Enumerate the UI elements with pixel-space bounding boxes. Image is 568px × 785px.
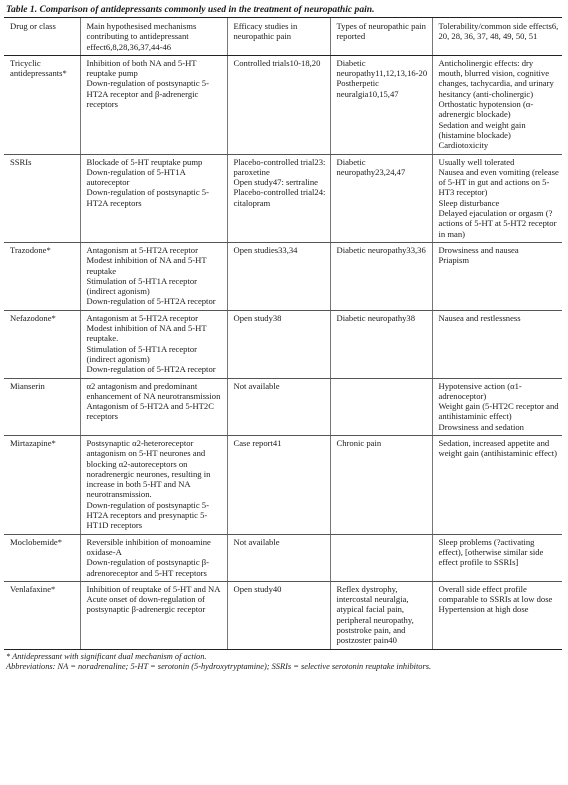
tolerability-line: Drowsiness and sedation [438,421,524,432]
cell-tolerability [432,154,562,242]
cell-mechanisms [80,581,227,649]
tolerability-line: Weight gain (5-HT2C receptor and antihistaminic effect) [438,401,559,422]
cell-drug: Mirtazapine* [4,435,80,534]
cell-drug: Tricyclic antidepressants* [4,55,80,154]
mechanisms-line: Acute onset of down-regulation of postsynaptic β-adrenergic receptor [86,594,206,615]
cell-types [330,242,432,310]
efficacy-line: Placebo-controlled trial23: paroxetine [233,156,326,177]
header-drug: Drug or class [4,18,80,56]
tolerability-line: Drowsiness and nausea [438,244,519,255]
cell-efficacy [227,435,330,534]
cell-mechanisms [80,310,227,378]
table-row [4,534,562,581]
mechanisms-line: Blockade of 5-HT reuptake pump [86,156,203,167]
cell-tolerability [432,310,562,378]
mechanisms-line: Stimulation of 5-HT1A receptor (indirect agonism) [86,275,198,297]
types-line: Chronic pain [336,437,382,448]
cell-efficacy [227,534,330,581]
document-page [4,3,564,673]
tolerability-line: Sedation and weight gain (histamine blockade) [438,119,526,140]
cell-drug: SSRIs [4,154,80,242]
cell-types [330,435,432,534]
mechanisms-line: Down-regulation of 5-HT1A autoreceptor [86,166,186,188]
cell-drug: Trazodone* [4,242,80,310]
types-line: Postherpetic neuralgia10,15,47 [336,78,399,99]
mechanisms-line: Modest inhibition of NA and 5-HT reuptake. [86,323,207,344]
mechanisms-line: Stimulation of 5-HT1A receptor (indirect agonism) [86,343,198,364]
mechanisms-line: Down-regulation of 5-HT2A receptor [86,364,216,375]
mechanisms-line: Down-regulation of postsynaptic 5-HT2A receptors and presynaptic 5-HT1D receptors [86,499,209,531]
cell-mechanisms [80,242,227,310]
efficacy-line: Placebo-controlled trial24: citalopram [233,187,326,208]
tolerability-line: Nausea and even vomiting (release of 5-HT in gut and actions on 5-HT3 receptor) [438,166,559,198]
types-line: Diabetic neuropathy38 [336,312,416,323]
mechanisms-line: Down-regulation of postsynaptic β-adrenoreceptor and 5-HT receptors [86,557,210,578]
tolerability-line: Cardiotoxicity [438,140,489,151]
table-row [4,581,562,649]
table-row [4,154,562,242]
tolerability-line: Sleep problems (?activating effect), [otherwise similar side effect profile to SSRIs] [438,536,544,568]
cell-tolerability [432,435,562,534]
cell-types [330,310,432,378]
tolerability-line: Sleep disturbance [438,197,500,208]
efficacy-line: Open study40 [233,583,282,594]
mechanisms-line: α2 antagonism and predominant enhancement of NA neurotransmission [86,380,221,401]
mechanisms-line: Down-regulation of postsynaptic 5-HT2A receptors [86,187,209,208]
cell-types [330,378,432,435]
cell-tolerability [432,581,562,649]
types-line: Reflex dystrophy, intercostal neuralgia, atypical facial pain, peripheral neuropathy, poststroke pain, and postzoster pain40 [336,583,414,646]
cell-drug: Nefazodone* [4,310,80,378]
mechanisms-line: Reversible inhibition of monoamine oxidase-A [86,536,211,557]
cell-mechanisms [80,435,227,534]
cell-types [330,154,432,242]
mechanisms-line: Inhibition of reuptake of 5-HT and NA [86,583,221,594]
table-caption: Table 1. Comparison of antidepressants commonly used in the treatment of neuropathic pain. [6,4,375,15]
cell-efficacy [227,242,330,310]
efficacy-line: Open study47: sertraline [233,177,318,188]
abbreviations: Abbreviations: NA = noradrenaline; 5-HT = serotonin (5-hydroxytryptamine); SSRIs = selective serotonin reuptake inhibitors. [6,662,432,672]
tolerability-line: Overall side effect profile comparable to SSRIs at low dose [438,583,553,605]
efficacy-line: Not available [233,380,280,391]
mechanisms-line: Postsynaptic α2-heteroreceptor antagonism on 5-HT neurones and blocking α2-autoreceptors on noradrenergic neurones, resulting in increase in both 5-HT and NA neurotransmission. [86,437,211,500]
tolerability-line: Anticholinergic effects: dry mouth, blurred vision, cognitive changes, tachycardia, and urinary hesitancy (anti-cholinergic) [438,57,554,99]
mechanisms-line: Down-regulation of 5-HT2A receptor [86,296,216,307]
header-tolerability: Tolerability/common side effects6, 20, 28, 36, 37, 48, 49, 50, 51 [432,18,562,56]
cell-types [330,581,432,649]
cell-tolerability [432,242,562,310]
cell-efficacy [227,55,330,154]
cell-tolerability [432,534,562,581]
cell-efficacy [227,581,330,649]
table-row [4,242,562,310]
table-header-row [4,18,562,56]
cell-mechanisms [80,154,227,242]
efficacy-line: Open study38 [233,312,282,323]
mechanisms-line: Antagonism at 5-HT2A receptor [86,244,198,255]
types-line: Diabetic neuropathy11,12,13,16-20 [336,57,428,79]
table-notes [4,652,564,673]
mechanisms-line: Modest inhibition of NA and 5-HT reuptake [86,255,207,276]
types-line: Diabetic neuropathy33,36 [336,244,426,255]
cell-tolerability [432,378,562,435]
cell-efficacy [227,154,330,242]
tolerability-line: Orthostatic hypotension (α-adrenergic blockade) [438,99,534,120]
tolerability-line: Usually well tolerated [438,156,515,167]
cell-drug: Venlafaxine* [4,581,80,649]
cell-mechanisms [80,378,227,435]
cell-types [330,55,432,154]
header-types: Types of neuropathic pain reported [330,18,432,56]
mechanisms-line: Inhibition of both NA and 5-HT reuptake pump [86,57,197,79]
cell-types [330,534,432,581]
mechanisms-line: Antagonism of 5-HT2A and 5-HT2C receptors [86,401,214,422]
tolerability-line: Hypotensive action (α1-adrenoceptor) [438,380,522,401]
header-efficacy: Efficacy studies in neuropathic pain [227,18,330,56]
mechanisms-line: Down-regulation of postsynaptic 5-HT2A receptor and β-adrenergic receptors [86,78,209,110]
cell-mechanisms [80,534,227,581]
mechanisms-line: Antagonism at 5-HT2A receptor [86,312,198,323]
cell-mechanisms [80,55,227,154]
tolerability-line: Priapism [438,255,470,266]
tolerability-line: Sedation, increased appetite and weight gain (antihistaminic effect) [438,437,557,459]
efficacy-line: Case report41 [233,437,282,448]
efficacy-line: Open studies33,34 [233,244,298,255]
cell-efficacy [227,378,330,435]
comparison-table [4,17,562,650]
cell-efficacy [227,310,330,378]
table-body [4,55,562,649]
tolerability-line: Nausea and restlessness [438,312,521,323]
tolerability-line: Delayed ejaculation or orgasm (?actions of 5-HT at 5-HT2 receptor in man) [438,208,557,239]
table-row [4,310,562,378]
tolerability-line: Hypertension at high dose [438,604,529,615]
types-line: Diabetic neuropathy23,24,47 [336,156,406,177]
cell-drug: Moclobemide* [4,534,80,581]
table-row [4,55,562,154]
footnote: * Antidepressant with significant dual mechanism of action. [6,651,207,661]
efficacy-line: Not available [233,536,280,547]
cell-drug: Mianserin [4,378,80,435]
efficacy-line: Controlled trials10-18,20 [233,57,321,68]
header-mechanisms: Main hypothesised mechanisms contributing to antidepressant effect6,8,28,36,37,44-46 [80,18,227,56]
table-row [4,378,562,435]
cell-tolerability [432,55,562,154]
table-row [4,435,562,534]
